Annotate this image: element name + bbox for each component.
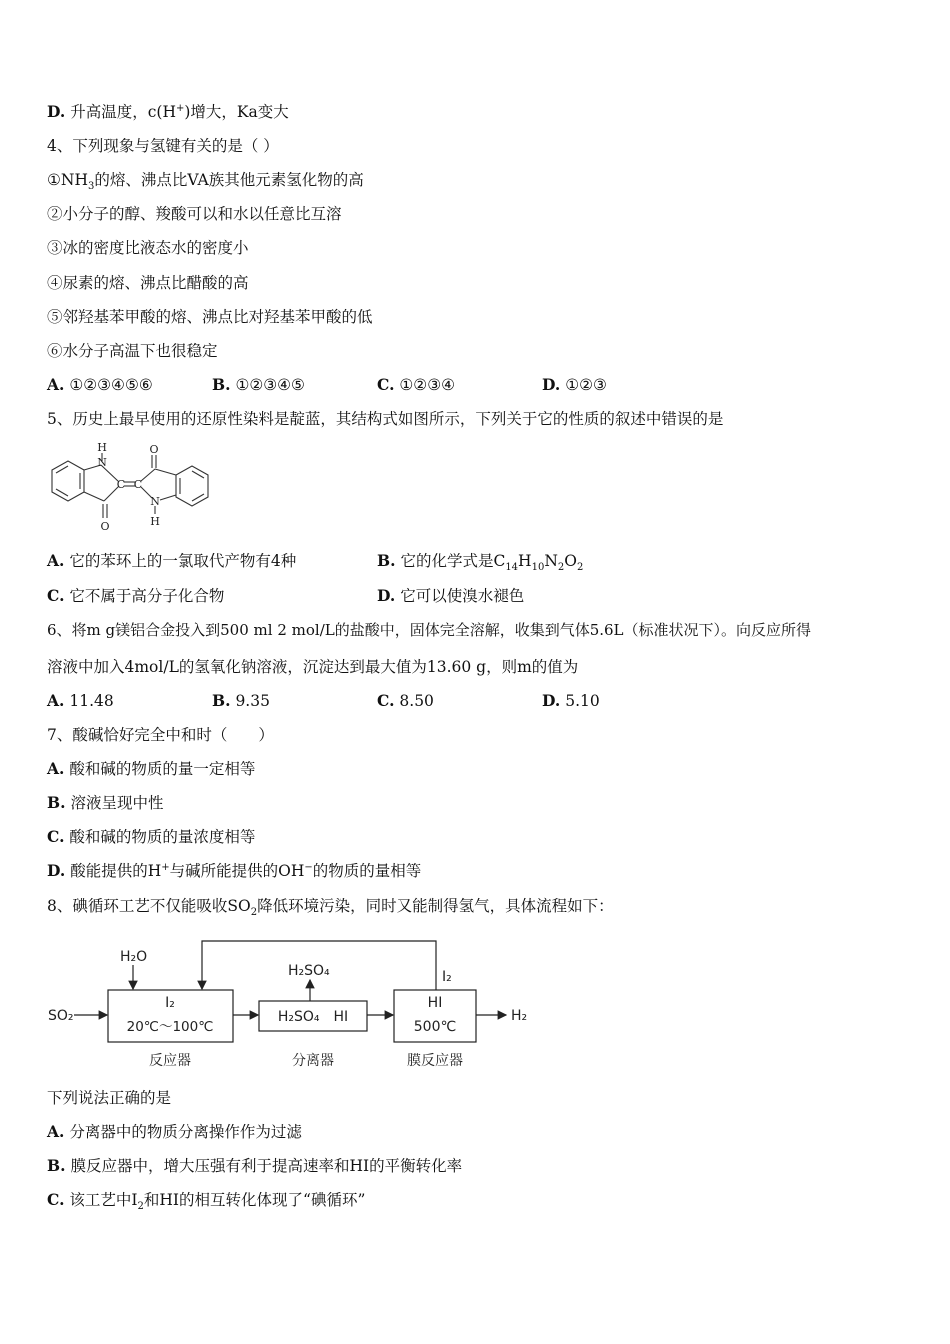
q4-option-d[interactable]: D. ①②③ xyxy=(542,375,607,394)
q4-item-1: $①NH_3$的熔、沸点比VA族其他元素氢化物的高 xyxy=(47,171,364,193)
diag-h2so4-out: H₂SO₄ xyxy=(288,963,330,979)
q5-option-c[interactable]: C. 它不属于高分子化合物 xyxy=(47,586,225,605)
q7-option-c[interactable]: C. 酸和碱的物质的量浓度相等 xyxy=(47,827,256,846)
struct-h-left: H xyxy=(97,441,107,454)
q5-option-d[interactable]: D. 它可以使溴水褪色 xyxy=(377,586,525,605)
diag-i2-recycle: I₂ xyxy=(442,969,452,985)
q7-stem: 7、酸碱恰好完全中和时（ ） xyxy=(47,726,274,744)
q4-item-6: ⑥水分子高温下也很稳定 xyxy=(47,342,218,360)
struct-c-left: C xyxy=(116,478,126,491)
diag-separator-label: 分离器 xyxy=(292,1053,334,1069)
q4-option-b[interactable]: B. ①②③④⑤ xyxy=(212,375,305,394)
diag-membrane-temp: 500℃ xyxy=(413,1019,457,1035)
struct-n-left: N xyxy=(97,456,107,469)
q6-option-b[interactable]: B. 9.35 xyxy=(212,691,270,710)
struct-h-right: H xyxy=(150,515,160,528)
q7-option-a[interactable]: A. 酸和碱的物质的量一定相等 xyxy=(47,759,256,778)
iodine-cycle-flow-diagram xyxy=(44,935,544,1075)
q4-item-4: ④尿素的熔、沸点比醋酸的高 xyxy=(47,274,249,292)
q4-item-2: ②小分子的醇、羧酸可以和水以任意比互溶 xyxy=(47,205,342,223)
q4-item-5: ⑤邻羟基苯甲酸的熔、沸点比对羟基苯甲酸的低 xyxy=(47,308,373,326)
q5-stem: 5、历史上最早使用的还原性染料是靛蓝，其结构式如图所示，下列关于它的性质的叙述中错误的是 xyxy=(47,410,724,428)
q8-option-a[interactable]: A. 分离器中的物质分离操作作为过滤 xyxy=(47,1122,302,1141)
q8-option-c[interactable]: C. 该工艺中$I_2$和HI的相互转化体现了“碘循环” xyxy=(47,1190,366,1213)
diag-reactor-i2: I₂ xyxy=(165,995,175,1011)
q6-option-c[interactable]: C. 8.50 xyxy=(377,691,434,710)
indigo-structure-figure xyxy=(44,440,219,540)
diag-separator-content: H₂SO₄ HI xyxy=(277,1009,349,1025)
q3-option-d: D. 升高温度，c(H+)增大，Ka变大 xyxy=(47,102,289,121)
diag-h2o: H₂O xyxy=(120,949,148,965)
struct-o-right: O xyxy=(149,443,159,456)
q5-option-b[interactable]: B. 它的化学式是$C_{14}H_{10}N_2O_2$ xyxy=(377,551,584,574)
struct-o-left: O xyxy=(100,520,110,533)
diag-reactor-temp: 20℃～100℃ xyxy=(126,1019,214,1035)
q6-stem-line2: 溶液中加入4mol/L的氢氧化钠溶液，沉淀达到最大值为13.60 g，则m的值为 xyxy=(47,658,579,676)
q4-item-3: ③冰的密度比液态水的密度小 xyxy=(47,239,249,257)
q5-option-a[interactable]: A. 它的苯环上的一氯取代产物有4种 xyxy=(47,551,297,570)
diag-reactor-label: 反应器 xyxy=(149,1053,191,1069)
diag-membrane-label: 膜反应器 xyxy=(407,1053,463,1069)
q7-option-d[interactable]: D. 酸能提供的H+与碱所能提供的OH−的物质的量相等 xyxy=(47,861,422,880)
q4-option-c[interactable]: C. ①②③④ xyxy=(377,375,455,394)
struct-n-right: N xyxy=(150,495,160,508)
q8-follow: 下列说法正确的是 xyxy=(47,1089,172,1107)
q6-option-a[interactable]: A. 11.48 xyxy=(47,691,114,710)
q6-option-d[interactable]: D. 5.10 xyxy=(542,691,600,710)
q4-stem: 4、下列现象与氢键有关的是（ ） xyxy=(47,137,279,155)
diag-so2: SO₂ xyxy=(48,1008,74,1024)
diag-h2-out: H₂ xyxy=(511,1008,528,1024)
q8-stem: 8、碘循环工艺不仅能吸收$SO_2$降低环境污染，同时又能制得氢气，具体流程如下： xyxy=(47,897,614,919)
diag-membrane-hi: HI xyxy=(427,995,443,1011)
q8-option-b[interactable]: B. 膜反应器中，增大压强有利于提高速率和HI的平衡转化率 xyxy=(47,1156,463,1175)
q6-stem-line1: 6、将m g镁铝合金投入到500 ml 2 mol/L的盐酸中，固体完全溶解，收集到气体5.6L（标准状况下）。向反应所得 xyxy=(47,621,812,639)
struct-c-right: C xyxy=(133,478,143,491)
q7-option-b[interactable]: B. 溶液呈现中性 xyxy=(47,793,164,812)
q4-option-a[interactable]: A. ①②③④⑤⑥ xyxy=(47,375,153,394)
